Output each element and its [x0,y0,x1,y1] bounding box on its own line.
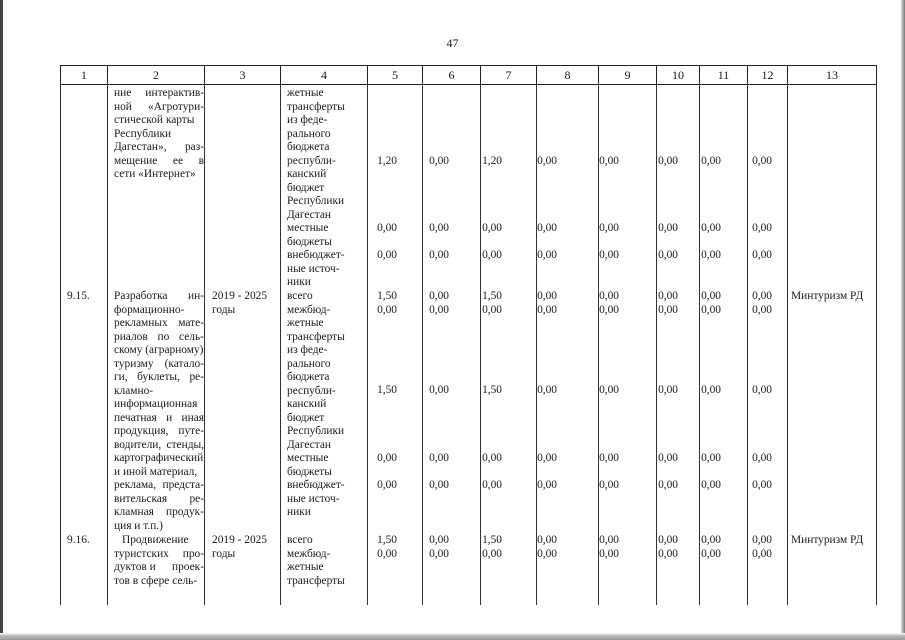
amount-cell: 0,00 [537,452,557,464]
funding-source-line: всего [287,534,313,546]
amount-cell: 0,00 [482,452,502,464]
description-word: реклама, [114,479,157,491]
amount-cell: 0,00 [752,303,772,316]
funding-source-line: из феде- [287,114,328,126]
funding-source-line: местные [287,222,329,234]
description-line [114,398,204,412]
description-word: ной [114,100,132,113]
amount-cell: 0,00 [537,547,557,560]
description-line [114,575,204,589]
amount-cell: 0,00 [537,384,557,396]
description-word: ция и т.п.) [114,519,163,532]
description-word: информационная [114,398,198,410]
description-word: печатная [114,411,157,424]
amount-cell: 0,00 [482,303,502,316]
executor: Минтуризм РД [791,534,864,546]
description-line [114,425,204,439]
amount-cell: 0,00 [658,479,678,491]
amount-cell: 0,00 [429,534,449,546]
table-header [60,65,877,85]
amount-cell: 0,00 [752,547,772,560]
period: годы [212,303,236,316]
amount-cell: 0,00 [599,155,619,167]
description-word: Разработка [114,290,168,302]
amount-cell: 0,00 [701,155,721,167]
description-word: интерактив- [145,87,204,99]
funding-source-line: ники [287,276,311,288]
amount-cell: 0,00 [599,249,619,261]
amount-cell: 0,00 [429,452,449,464]
description-word: ре- [189,492,204,505]
description-word: мате- [178,317,204,329]
description-line [114,114,204,128]
funding-source-line: ные источ- [287,492,340,505]
description-line [114,168,204,182]
amount-cell: 1,50 [482,534,502,546]
funding-source-line: Республики [287,195,345,207]
description-word: и иной материал, [114,465,198,478]
description-line [114,87,204,101]
amount-cell: 0,00 [752,384,772,396]
column-header-9: 9 [599,66,657,85]
amount-cell: 0,00 [752,452,772,464]
description-word: формационно- [114,303,185,316]
funding-source-line: жетные [287,87,324,99]
description-line [114,412,204,426]
description-line [114,439,204,453]
description-word: продукция, [114,425,169,437]
description-word: про- [182,547,204,560]
column-header-13: 13 [788,66,877,85]
amount-cell: 0,00 [429,479,449,491]
amount-cell: 0,00 [377,303,397,316]
funding-source-line: бюджет [287,181,325,194]
column-rule [787,85,788,605]
column-header-12: 12 [748,66,788,85]
description-word: мещение [114,154,158,167]
description-word: туризму [114,357,154,370]
funding-source-line: ники [287,506,311,518]
amount-cell: 1,50 [377,290,397,302]
measure-description [114,534,204,588]
description-word: иная [181,411,204,424]
funding-source-line: всего [287,290,313,302]
description-word: скому (аграрному) [114,344,204,356]
column-header-1: 1 [61,66,108,85]
amount-cell: 0,00 [701,479,721,491]
amount-cell: 0,00 [752,290,772,302]
amount-cell: 0,00 [429,384,449,396]
description-word: ре- [189,371,204,383]
amount-cell: 0,00 [658,534,678,546]
amount-cell: 0,00 [658,290,678,302]
description-line [114,520,204,534]
funding-source-line: внебюджет- [287,479,345,491]
funding-source-line: из феде- [287,344,328,356]
funding-source-line: трансферты [287,100,345,113]
description-word: вительская [114,492,168,505]
funding-source-line: внебюджет- [287,249,345,261]
funding-source-line: рального [287,357,331,370]
amount-cell: 0,00 [599,222,619,234]
scan-border-right [901,0,905,640]
amount-cell: 0,00 [658,384,678,396]
amount-cell: 0,00 [537,479,557,491]
amount-cell: 0,00 [482,222,502,234]
amount-cell: 0,00 [482,479,502,491]
funding-source-line: бюджеты [287,235,332,248]
amount-cell: 0,00 [537,249,557,261]
description-word: буклеты, [137,371,180,383]
funding-source-line: жетные [287,317,324,329]
funding-source-line: жетные [287,561,324,573]
column-header-4: 4 [281,66,368,85]
description-word: водители, [114,438,162,451]
amount-cell: 0,00 [537,155,557,167]
amount-cell: 1,20 [377,155,397,167]
description-line [114,128,204,142]
amount-cell: 0,00 [429,155,449,167]
column-header-6: 6 [423,66,481,85]
amount-cell: 0,00 [599,452,619,464]
amount-cell: 0,00 [599,547,619,560]
amount-cell: 0,00 [752,222,772,234]
funding-source-line: Республики [287,425,345,437]
column-header-8: 8 [537,66,599,85]
funding-source-line: республи- [287,154,336,167]
description-line [114,331,204,345]
amount-cell: 0,00 [701,547,721,560]
amount-cell: 0,00 [482,547,502,560]
amount-cell: 1,50 [482,384,502,396]
page-number: 47 [446,36,459,50]
description-line [114,290,204,304]
funding-source-line: рального [287,127,331,140]
funding-source-line: бюджета [287,141,330,153]
funding-source-line: Дагестан [287,438,332,451]
period: 2019 - 2025 [212,534,268,546]
amount-cell: 0,00 [599,384,619,396]
amount-cell: 0,00 [658,249,678,261]
description-word: и [166,411,173,424]
column-header-3: 3 [205,66,281,85]
amount-cell: 0,00 [701,290,721,302]
funding-source-line: межбюд- [287,547,331,560]
column-header-7: 7 [481,66,537,85]
amount-cell: 0,00 [752,479,772,491]
column-rule [107,85,108,605]
description-word: проек- [171,561,204,573]
description-word: стенды, [166,438,204,451]
description-line [114,317,204,331]
description-word: раз- [184,141,204,153]
amount-cell: 0,00 [658,155,678,167]
funding-source-line: межбюд- [287,303,331,316]
description-line [114,548,204,562]
description-line [114,101,204,115]
amount-cell: 0,00 [701,303,721,316]
description-word: предста- [162,479,204,491]
amount-cell: 0,00 [599,303,619,316]
description-line [114,358,204,372]
amount-cell: 0,00 [599,479,619,491]
funding-source-line: местные [287,452,329,464]
scan-border-bottom [0,633,905,640]
column-header-2: 2 [108,66,205,85]
funding-source-line: республи- [287,384,336,397]
description-word: сети «Интернет» [114,168,196,180]
description-word: картографический [114,452,204,464]
amount-cell: 0,00 [752,534,772,546]
description-word: сель- [179,330,204,343]
measure-description [114,290,204,533]
amount-cell: 0,00 [429,222,449,234]
description-word: кламная [114,506,154,518]
description-word: ин- [188,290,204,302]
description-word: рекламных [114,317,168,329]
description-word: путе- [178,425,204,437]
funding-source-line: канский [287,168,327,180]
executor: Минтуризм РД [791,290,864,302]
item-number: 9.16. [67,534,90,546]
description-word: ее [172,154,184,167]
description-word: стической карты [114,114,195,126]
description-word: кламно- [114,384,154,397]
amount-cell: 0,00 [701,534,721,546]
amount-cell: 0,00 [377,222,397,234]
amount-cell: 0,00 [537,222,557,234]
description-word: Республики [114,127,172,140]
description-word: ги, [114,371,128,383]
amount-cell: 0,00 [429,547,449,560]
funding-source-line: канский [287,398,327,410]
description-word: тов в сфере сель- [114,574,198,587]
description-line [114,344,204,358]
description-line [114,534,204,548]
description-line [114,371,204,385]
amount-cell: 0,00 [429,290,449,302]
description-word: Продвижение [122,534,189,546]
amount-cell: 0,00 [377,249,397,261]
description-word: «Агротури- [148,100,204,113]
period: 2019 - 2025 [212,290,268,302]
funding-source-line: ные источ- [287,262,340,275]
description-line [114,452,204,466]
funding-source-line: бюджета [287,371,330,383]
column-header-10: 10 [657,66,700,85]
amount-cell: 0,00 [377,547,397,560]
amount-cell: 1,50 [377,534,397,546]
description-line [114,466,204,480]
amount-cell: 0,00 [658,303,678,316]
amount-cell: 0,00 [752,249,772,261]
description-line [114,141,204,155]
funding-source-line: бюджет [287,411,325,424]
column-header-11: 11 [700,66,748,85]
description-word: Дагестан», [114,141,167,153]
amount-cell: 0,00 [701,249,721,261]
column-header-5: 5 [368,66,423,85]
amount-cell: 0,00 [701,222,721,234]
amount-cell: 0,00 [658,222,678,234]
amount-cell: 0,00 [599,534,619,546]
column-rule [280,85,281,605]
funding-source-line: Дагестан [287,208,332,221]
description-word: (катало- [164,357,204,370]
description-word: риалов [114,330,148,343]
amount-cell: 0,00 [599,290,619,302]
amount-cell: 0,00 [658,452,678,464]
description-line [114,493,204,507]
column-rule [876,85,877,605]
amount-cell: 0,00 [752,155,772,167]
description-word: дуктов и [114,561,156,573]
period: годы [212,547,236,560]
funding-source-line: трансферты [287,574,345,587]
funding-source-line: бюджеты [287,465,332,478]
description-word: ние [114,87,132,99]
description-line [114,385,204,399]
amount-cell: 1,20 [482,155,502,167]
column-rule [204,85,205,605]
funding-source-line: трансферты [287,330,345,343]
amount-cell: 0,00 [377,479,397,491]
amount-cell: 0,00 [701,384,721,396]
description-word: продук- [166,506,204,518]
description-line [114,506,204,520]
measure-description [114,87,204,182]
amount-cell: 0,00 [429,303,449,316]
description-line [114,155,204,169]
description-line [114,479,204,493]
amount-cell: 0,00 [537,303,557,316]
amount-cell: 0,00 [482,249,502,261]
description-word: туристских [114,547,169,560]
amount-cell: 0,00 [429,249,449,261]
column-rule [60,85,61,605]
amount-cell: 0,00 [658,547,678,560]
item-number: 9.15. [67,290,90,302]
description-line [114,304,204,318]
description-word: по [157,330,170,343]
description-line [114,561,204,575]
amount-cell: 0,00 [537,290,557,302]
scan-border-left [0,0,3,640]
amount-cell: 0,00 [377,452,397,464]
amount-cell: 0,00 [537,534,557,546]
amount-cell: 1,50 [377,384,397,396]
amount-cell: 0,00 [701,452,721,464]
amount-cell: 1,50 [482,290,502,302]
description-word: в [198,154,204,167]
